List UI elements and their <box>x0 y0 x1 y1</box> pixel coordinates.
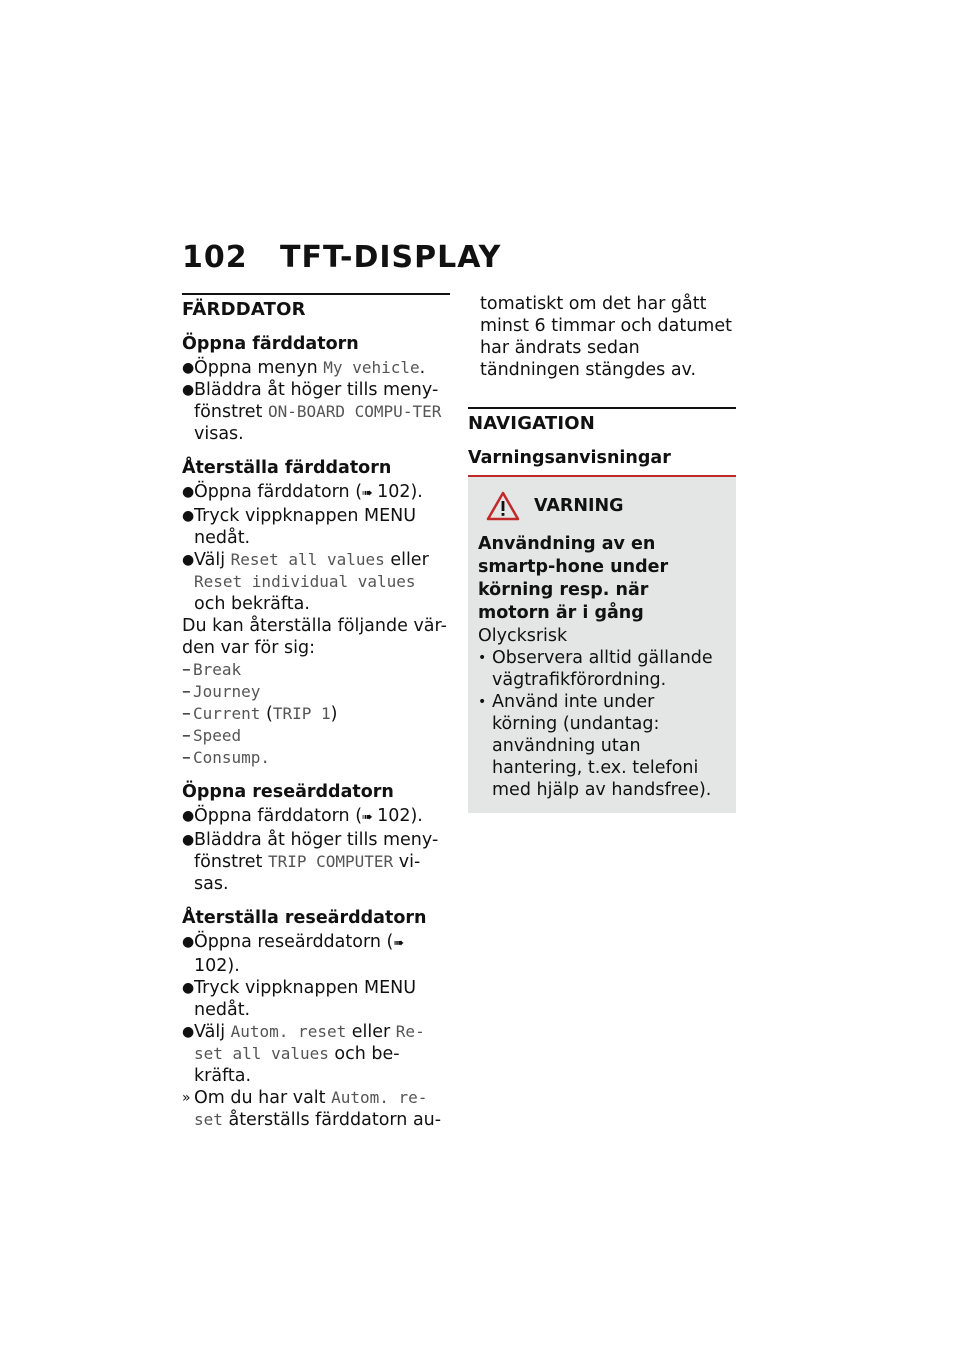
list-item <box>182 549 450 615</box>
text: Öppna färddatorn ( <box>194 806 363 826</box>
text: ). <box>410 482 423 502</box>
list-item <box>182 659 450 681</box>
page-title: TFT-DISPLAY <box>280 240 502 275</box>
text: Bläddra åt höger tills meny-fönstret <box>194 380 439 422</box>
paragraph: Du kan återställa följande vär-den var för sig: <box>182 616 447 658</box>
warning-box <box>468 475 736 813</box>
text: och bekräfta. <box>194 594 310 614</box>
arrow-reference-icon: ➠ <box>362 486 378 501</box>
text: Öppna reseärddatorn ( <box>194 932 394 952</box>
list-item <box>478 647 724 691</box>
bullet-icon: ● <box>182 552 195 568</box>
list-item <box>182 931 450 977</box>
section-rule <box>182 293 450 295</box>
menu-code: Current <box>193 704 261 723</box>
list-item <box>182 505 450 549</box>
warning-triangle-icon <box>486 491 520 521</box>
bullet-icon: ● <box>182 832 195 848</box>
result-icon: » <box>182 1090 191 1106</box>
dash-icon: – <box>182 660 191 680</box>
warning-heading: Användning av en smartp-hone under körning resp. när motorn är i gång <box>478 534 669 623</box>
list-item <box>182 747 450 769</box>
text: ) <box>330 704 338 724</box>
bullet-icon: • <box>478 694 487 710</box>
bullet-icon: ● <box>182 382 195 398</box>
page-number: 102 <box>182 240 248 275</box>
arrow-reference-icon: ➠ <box>362 810 378 825</box>
menu-code: Journey <box>193 682 261 701</box>
menu-code: Reset all values <box>230 550 385 569</box>
text: Välj <box>194 1022 231 1042</box>
menu-code: Autom. reset <box>230 1022 347 1041</box>
text: Bläddra åt höger tills meny-fönstret <box>194 830 439 872</box>
section-title-navigation: NAVIGATION <box>468 413 596 434</box>
bullet-icon: ● <box>182 934 195 950</box>
subtitle-trip-reset: Återställa reseärddatorn <box>182 908 427 928</box>
bullet-icon: • <box>478 650 487 666</box>
list-item <box>182 725 450 747</box>
text: ( <box>260 704 273 724</box>
text: Öppna menyn <box>194 358 324 378</box>
list-item <box>182 481 450 505</box>
text: och be-kräfta. <box>194 1044 400 1086</box>
text: Tryck vippknappen MENU nedåt. <box>194 978 417 1020</box>
menu-code: TRIP 1 <box>272 704 331 723</box>
text: ). <box>227 956 240 976</box>
list-item <box>182 977 450 1021</box>
text: Använd inte under körning (undantag: användning utan hantering, t.ex. telefoni med hjälp av handsfree). <box>492 692 712 800</box>
page-reference: 102 <box>377 482 411 502</box>
section-title-farddator: FÄRDDATOR <box>182 299 306 320</box>
dash-icon: – <box>182 682 191 702</box>
bullet-icon: ● <box>182 484 195 500</box>
menu-code: Autom. re-set <box>194 1088 428 1129</box>
list-item <box>182 1087 450 1131</box>
list-item <box>478 691 724 801</box>
text: . <box>419 358 426 378</box>
text: vi-sas. <box>194 852 421 894</box>
text: Välj <box>194 550 231 570</box>
text: Observera alltid gällande vägtrafikförordning. <box>492 648 713 690</box>
text: eller <box>346 1022 396 1042</box>
bullet-icon: ● <box>182 980 195 996</box>
bullet-icon: ● <box>182 508 195 524</box>
menu-code: ON-BOARD COMPU-TER <box>267 402 442 421</box>
bullet-icon: ● <box>182 808 195 824</box>
warning-risk: Olycksrisk <box>478 626 568 646</box>
continuation-text: tomatiskt om det har gått minst 6 timmar och datumet har ändrats sedan tändningen stängdes av. <box>480 294 732 380</box>
list-item <box>182 703 450 725</box>
menu-code: Speed <box>193 726 242 745</box>
subtitle-reset: Återställa färddatorn <box>182 458 392 478</box>
page-reference: 102 <box>194 956 228 976</box>
menu-code: My vehicle <box>323 358 420 377</box>
text: återställs färddatorn au- <box>222 1110 442 1130</box>
menu-code: Break <box>193 660 242 679</box>
warning-label: VARNING <box>534 496 624 516</box>
block-open-trip-computer <box>182 333 450 445</box>
text: visas. <box>194 424 244 444</box>
section-rule <box>468 407 736 409</box>
menu-code: Consump. <box>193 748 271 767</box>
block-reset-tour-computer <box>182 907 450 1131</box>
menu-code: Re-set all values <box>194 1022 425 1063</box>
bullet-icon: ● <box>182 1024 195 1040</box>
list-item <box>182 379 450 445</box>
menu-code: TRIP COMPUTER <box>267 852 394 871</box>
text: eller <box>384 550 429 570</box>
block-reset-trip-computer <box>182 457 450 769</box>
text: Om du har valt <box>194 1088 332 1108</box>
page-reference: 102 <box>377 806 411 826</box>
right-column <box>468 293 736 813</box>
list-item <box>182 805 450 829</box>
dash-icon: – <box>182 748 191 768</box>
list-item <box>182 357 450 379</box>
list-item <box>182 1021 450 1087</box>
text: Tryck vippknappen MENU nedåt. <box>194 506 417 548</box>
list-item <box>182 681 450 703</box>
dash-icon: – <box>182 726 191 746</box>
text: Öppna färddatorn ( <box>194 482 363 502</box>
arrow-reference-icon: ➠ <box>393 936 405 951</box>
bullet-icon: ● <box>182 360 195 376</box>
subtitle-trip-open: Öppna reseärddatorn <box>182 782 394 802</box>
warning-head <box>478 491 724 521</box>
block-open-tour-computer <box>182 781 450 895</box>
subtitle-warnings: Varningsanvisningar <box>468 448 671 468</box>
list-item <box>182 829 450 895</box>
subtitle-open: Öppna färddatorn <box>182 334 359 354</box>
text: ). <box>410 806 423 826</box>
page-header <box>182 240 501 275</box>
dash-icon: – <box>182 704 191 724</box>
left-column <box>182 293 450 1143</box>
menu-code: Reset individual values <box>194 572 416 591</box>
